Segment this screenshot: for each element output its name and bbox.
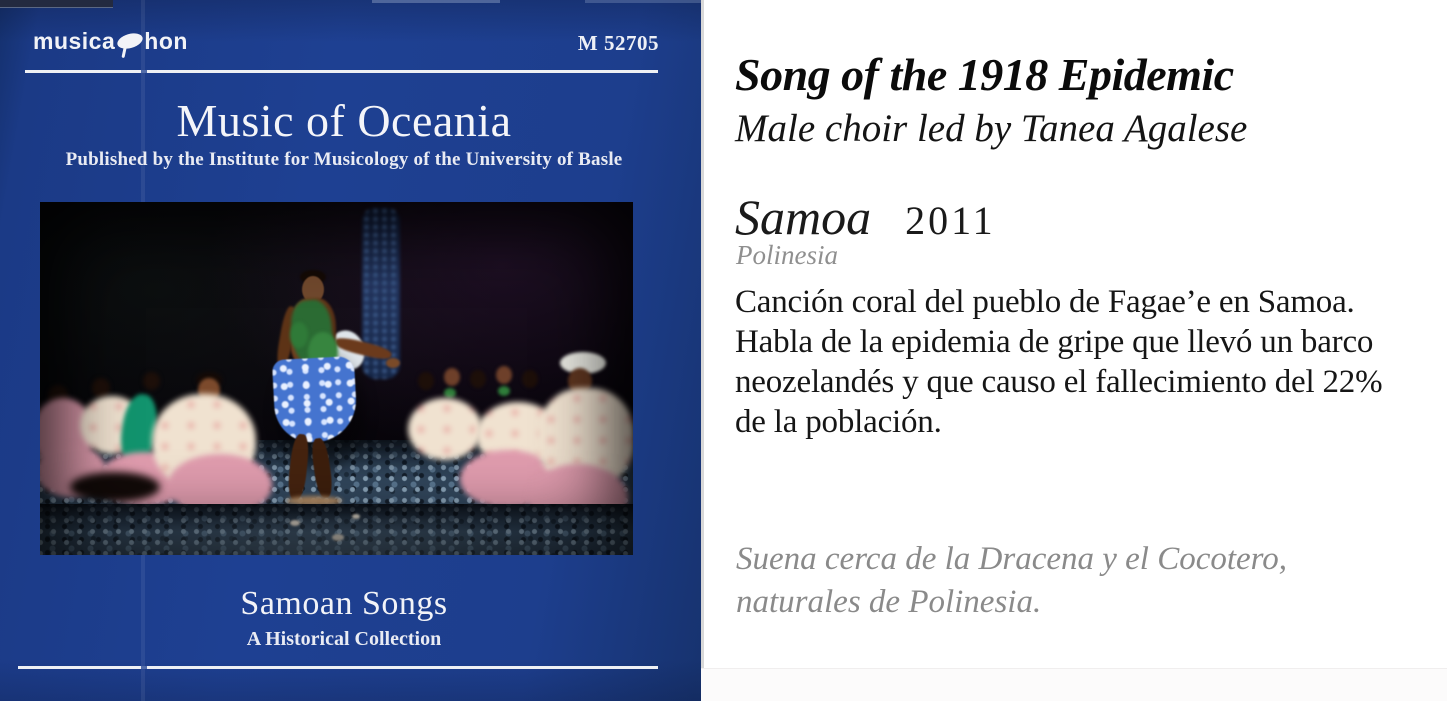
logo-text-suffix: hon xyxy=(144,27,188,54)
album-cover xyxy=(0,0,701,701)
photo-figure xyxy=(408,398,482,460)
catalog-number: M 52705 xyxy=(577,31,659,55)
photo-gravel-foreground xyxy=(40,504,633,555)
panel-left-edge xyxy=(701,0,704,668)
musicaphon-logo xyxy=(33,28,188,54)
region-name: Polinesia xyxy=(736,240,838,270)
album-title: Samoan Songs xyxy=(240,585,448,622)
scan-artifact-top-dash-2 xyxy=(585,0,705,3)
panel-bottom-strip xyxy=(701,668,1447,701)
logo-text-prefix: musica xyxy=(33,27,116,54)
photo-figure-head xyxy=(418,372,434,390)
photo-figure-head xyxy=(143,372,160,390)
album-subtitle: A Historical Collection xyxy=(246,628,442,650)
song-description: Canción coral del pueblo de Fagae’e en Samoa. Habla de la epidemia de gripe que llevó un barco neozelandés y que causo el fallecimiento del 22% de la población. xyxy=(735,284,1383,440)
divider-rule-top xyxy=(25,70,658,73)
photo-shadow xyxy=(70,472,160,502)
photo-figure-head xyxy=(470,370,486,388)
divider-rule-bottom xyxy=(18,666,658,669)
cover-title: Music of Oceania xyxy=(176,95,512,146)
scan-artifact-top-dash xyxy=(372,0,500,3)
performer-name: Male choir led by Tanea Agalese xyxy=(735,107,1248,150)
dancer-hand xyxy=(386,358,400,368)
scan-artifact-top-left xyxy=(0,0,113,8)
rule-gap xyxy=(141,666,147,669)
ambience-note: Suena cerca de la Dracena y el Cocotero, naturales de Polinesia. xyxy=(736,541,1288,620)
music-note-icon xyxy=(116,32,144,50)
location-year-line xyxy=(735,188,996,246)
photo-figure-head xyxy=(92,378,110,398)
photo-pebble xyxy=(352,514,360,519)
photo-garland-accent xyxy=(498,386,510,396)
photo-pebble xyxy=(290,520,300,526)
info-panel xyxy=(701,0,1447,701)
photo-garland-accent xyxy=(444,388,456,398)
cover-photo xyxy=(40,202,633,555)
dancer-leaf-garland xyxy=(290,322,308,348)
recording-year: 2011 xyxy=(905,198,996,243)
rule-gap xyxy=(141,70,147,73)
note-head xyxy=(116,31,145,52)
cover-publisher: Published by the Institute for Musicology of the University of Basle xyxy=(65,149,623,170)
location-name: Samoa xyxy=(735,189,872,245)
photo-figure-head xyxy=(444,368,460,386)
photo-figure-head xyxy=(522,370,538,388)
photo-figure-head xyxy=(496,366,512,384)
song-title: Song of the 1918 Epidemic xyxy=(735,49,1234,100)
photo-pebble xyxy=(332,534,344,541)
